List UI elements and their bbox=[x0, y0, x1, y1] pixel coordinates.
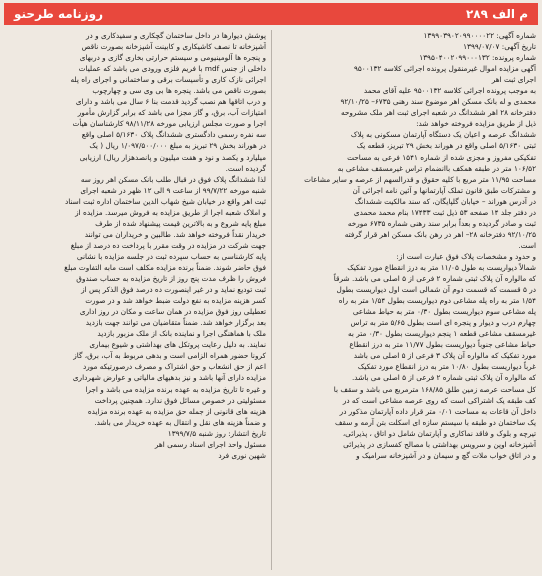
text-line: اجرا و صورت مجلس ارزیابی مورخه ۹۸/۱۱/۲۸ کارشناسان هیأت bbox=[72, 119, 266, 129]
page-header bbox=[4, 3, 538, 25]
issue-code: م الف ۲۸۹ bbox=[465, 7, 528, 21]
text-line: غرباً دیواریست بطول ۱۰/۸۰ متر به درز انقطاع مورد تفکیک bbox=[357, 362, 536, 372]
text-line: آشپزخانه تا نصف کاشیکاری و کابینت آشپزخانه بصورت ناقص bbox=[81, 42, 266, 52]
text-line: جهت شرکت در مزایده در وقت مقرر با پرداخت ده درصد از مبلغ bbox=[70, 240, 266, 250]
text-line: ثبت تودیع نماید و در غیر اینصورت ده درصد فوق الذکر پس از bbox=[81, 285, 266, 295]
text-line: لذا ششدانگ پلاک فوق در قبال طلب بانک مسکن اهر روز سه bbox=[80, 174, 266, 184]
text-line: به موجب پرونده اجرائی کلاسه ۹۵۰۰۱۳۲ علیه آقای محمد bbox=[363, 86, 536, 96]
text-line: محمدی و له بانک مسکن اهر موضوع سند رهنی ۶۷۳۵– ۹۲/۱۰/۲۵ bbox=[340, 97, 536, 107]
text-line: داخلی از جنس mdf با فریم فلزی ورودی می باشد که عملیات bbox=[78, 64, 266, 74]
text-line: هزینه های قانونی از جمله حق مزایده به عهده برنده مزایده bbox=[87, 406, 266, 416]
text-line: شهین نوری فرد bbox=[218, 450, 266, 460]
text-line: و غیره تا تاریخ مزایده به عهده برنده مزایده می باشد و اجرا bbox=[85, 384, 266, 394]
text-line: شماره آگهی: ۱۳۹۹۰۳۹۰۲۰۹۹۰۰۰۰۲۲ bbox=[423, 31, 536, 40]
text-line: امتیازات آب، برق، و گاز مجزا می باشد که برابر گزارش مأمور bbox=[77, 108, 266, 118]
text-line: تاریخ آگهی: ۱۳۹۹/۰۷/۰۷ bbox=[463, 42, 536, 52]
text-line: بعد برگزار خواهد شد. ضمناً متقاضیان می توانند جهت بازدید bbox=[85, 318, 266, 328]
text-line: تاریخ انتشار: روز شنبه ۱۳۹۹/۷/۵ bbox=[167, 428, 266, 438]
text-line: در آدرس هوراند – خیابان گلپایگان، که سند مالکیت ششدانگ bbox=[354, 196, 536, 206]
text-line: اجرائی نازک کاری و تأسیسات برقی و ساختمانی و اجرای راه پله bbox=[70, 75, 266, 85]
text-line: شماره پرونده: ۱۳۹۵۰۴۰۰۲۰۹۹۰۰۰۱۳۲ bbox=[419, 53, 536, 63]
text-line: ذیل از طریق مزایده فروخته خواهد شد: bbox=[416, 119, 536, 129]
text-line: مزایده دارای آنها باشد و نیز بدهیهای مالیاتی و عوارض شهرداری bbox=[72, 373, 266, 383]
publication-name: روزنامه طرحنو bbox=[14, 7, 104, 21]
text-line: و مشترکات طبق قانون تملک آپارتمانها و آئین نامه اجرائی آن bbox=[352, 185, 536, 195]
text-line: و در اتاق خواب ملات گچ و سیمان و در آشپزخانه سرامیک و bbox=[356, 450, 536, 460]
text-line: کل مساحت عرصه زمین طلق ۱۶۸/۸۵ مترمربع می باشد و سقف با bbox=[333, 384, 536, 394]
text-line: کرونا حضور همراه الزامی است و بدهی مربوط به آب، برق، گاز bbox=[73, 351, 266, 361]
text-line: در دفتر جلد ۱۴ صفحه ۵۳ ذیل ثبت ۱۷۴۳۳ بنام محمد محمدی bbox=[353, 207, 536, 217]
text-line: پوشش دیوارها در داخل ساختمان گچکاری و سفیدکاری و در bbox=[86, 31, 266, 40]
right-column bbox=[277, 30, 536, 570]
text-line: تفکیکی مفروز و مجزی شده از شماره ۱۵۴۱ فرعی به مساحت bbox=[347, 152, 536, 162]
text-line: فوق حاضر شوند. ضمناً برنده مزایده مکلف است مابه التفاوت مبلغ bbox=[64, 262, 266, 272]
left-column bbox=[6, 30, 266, 570]
text-line: پایه کارشناسی به حساب سپرده ثبت در جلسه مزایده با نشانی bbox=[76, 251, 266, 261]
text-line: کف طبقه یک اشتراکی است که روی عرصه مشاعی است که در bbox=[342, 395, 536, 405]
text-line: مبلغ پایه شروع و به بالاترین قیمت پیشنهاد شده از طرف bbox=[95, 218, 266, 228]
text-line: دفترخانه ۲۸ اهر ششدانگ در شعبه اجرای ثبت اهر ملک مشروحه bbox=[340, 108, 536, 118]
text-line: ثبت اهر واقع در خیابان شیخ شهاب الدین ساختمان اداره ثبت اسناد bbox=[64, 196, 266, 206]
text-line: داخل آن قاعات به مساحت ۰/۰۱ متر قرار داده آپارتمان مذکور در bbox=[339, 406, 536, 416]
text-line: مسئولیتی در خصوص مسائل فوق ندارد. همچنین پرداخت bbox=[94, 395, 266, 405]
text-line: و حدود و مشخصات پلاک فوق عبارت است از: bbox=[396, 251, 536, 261]
text-line: آشپزخانه اوپن و سرویس بهداشتی با مصالح کفسازی در پذیرائی bbox=[343, 439, 536, 449]
text-line: ۱/۵۴ متر به راه پله مشاعی دوم دیواریست بطول ۱/۵۴ متر به راه bbox=[338, 296, 536, 306]
text-line: در هوراند بخش ۲۹ تبریز به مبلغ ۱/۰۹۷/۵۰۰/۰۰۰ ریال ( یک bbox=[89, 141, 266, 151]
text-line: یک ساختمان دو طبقه با سیستم سازه ای اسکلت بتن آرمه و سقف bbox=[335, 417, 536, 427]
text-line: شمالاً دیواریست به طول ۱۱/۰۵ متر به درز انقطاع مورد تفکیک bbox=[347, 262, 536, 272]
text-line: و پنجره ها آلومینیومی و سیستم حرارتی بخاری گازی و دربهای bbox=[79, 53, 266, 63]
text-line: کسر هزینه مزایده به نفع دولت ضبط خواهد شد و در صورت bbox=[85, 296, 266, 306]
text-line: شنبه مورخه ۹۹/۷/۲۲ از ساعت ۹ الی ۱۲ ظهر در شعبه اجرای bbox=[80, 185, 266, 195]
text-line: ملک با هماهنگی اجرا و نماینده بانک از ملک مزبور بازدید bbox=[97, 329, 266, 339]
text-line: ۹۲/۱۰/۲۵ دفترخانه ۲۸– اهر در رهن بانک مسکن اهر قرار گرفته bbox=[344, 229, 536, 239]
text-line: پله مشاعی سوم دیواریست بطول ۰/۳۰ متر به حیاط مشاعی bbox=[352, 307, 536, 317]
text-line: مسئول واحد اجرای اسناد رسمی اهر bbox=[154, 439, 266, 449]
text-line: بصورت ناقص می باشد. پنجره ها بی وی سی و چهارچوب bbox=[92, 86, 266, 96]
text-line: ثبت و صادر گردیده و بعداً برابر سند رهنی شماره ۶۷۳۵ مورخه bbox=[347, 218, 536, 228]
text-line: است. bbox=[518, 240, 536, 250]
text-line: تعطیلی روز فوق مزایده در همان ساعت و مکان در روز اداری bbox=[79, 307, 266, 317]
text-line: آگهی مزایده اموال غیرمنقول پرونده اجرائی کلاسه ۹۵۰۰۱۳۲ bbox=[353, 64, 536, 74]
text-line: و املاک شعبه اجرا از طریق مزایده به فروش میرسد. مزایده از bbox=[75, 207, 266, 217]
text-line: مورد تفکیک که مالواره آن پلاک ۳ فرعی از ۵ اصلی می باشد bbox=[353, 351, 536, 361]
text-line: خریدار نقداً فروخته خواهد شد. طالبین و خریداران می توانند bbox=[84, 229, 266, 239]
text-line: اعم از حق انشعاب و حق اشتراک و مصرف درصورتیکه مورد bbox=[82, 362, 266, 372]
column-divider bbox=[271, 30, 272, 570]
text-line: میلیارد و یکصد و نود و هفت میلیون و پانصدهزار ریال) ارزیابی bbox=[79, 152, 266, 162]
text-line: اجرای ثبت اهر bbox=[491, 75, 536, 85]
text-line: و درب اتاقها هم نصب گردید قدمت بنا ۶ سال می باشد و دارای bbox=[75, 97, 266, 107]
text-line: که مالواره آن پلاک ثبتی شماره ۲ فرعی از ۵ اصلی می باشد. شرقاً bbox=[333, 274, 536, 284]
text-line: حیاط مشاعی جنوباً دیواریست بطول ۱۱/۷۷ متر به درز انقطاع bbox=[349, 340, 536, 350]
text-line: که مالواره آن پلاک ثبتی شماره ۲ فرعی از ۵ اصلی می باشد. bbox=[351, 373, 536, 383]
text-line: نمایند. به دلیل رعایت پروتکل های بهداشتی و شیوع بیماری bbox=[89, 340, 266, 350]
text-line: در ۵ قسمت که قسمت دوم آن شمالی است اول دیواریست بطول bbox=[336, 285, 536, 295]
text-line: ششدانگ عرصه و اعیان یک دستگاه آپارتمان مسکونی به پلاک bbox=[350, 130, 536, 140]
text-line: چهارم درب و دیوار و پنجره ای است بطول ۵/۶۵ متر به تراس bbox=[350, 318, 536, 328]
text-line: فروش را ظرف مدت پنج روز از تاریخ مزایده به حساب صندوق bbox=[76, 274, 266, 284]
text-line: مساحت ۱۱/۹۵ متر مربع با کلیه حقوق و قدرالسهم از عرصه و سایر مشاعات bbox=[304, 174, 536, 184]
text-line: غیرمسقف مشاعی قطعه ۱ پنجم دیواریست بطول ۰/۳۰ متر به bbox=[348, 329, 536, 339]
text-line: گردیده است. bbox=[225, 163, 266, 173]
text-line: سه نفره رسمی دادگستری ششدانگ پلاک ۵/۱۶۳۰ اصلی واقع bbox=[81, 130, 266, 140]
text-line: ثبتی ۵/۱۶۳۰ اصلی واقع در هوراند بخش ۲۹ تبریز، قطعه یک bbox=[356, 141, 536, 151]
text-line: تیرچه و بلوک و فاقد نماکاری و آپارتمان شامل دو اتاق ، پذیرائی، bbox=[342, 428, 536, 438]
text-line: و ضمناً هزینه های نقل و انتقال به عهده خریدار می باشد. bbox=[94, 417, 266, 427]
text-line: ۱۰۶/۵۲ متر در طبقه همکف باانضمام تراس غیرمسقف مشاعی به bbox=[337, 163, 536, 173]
